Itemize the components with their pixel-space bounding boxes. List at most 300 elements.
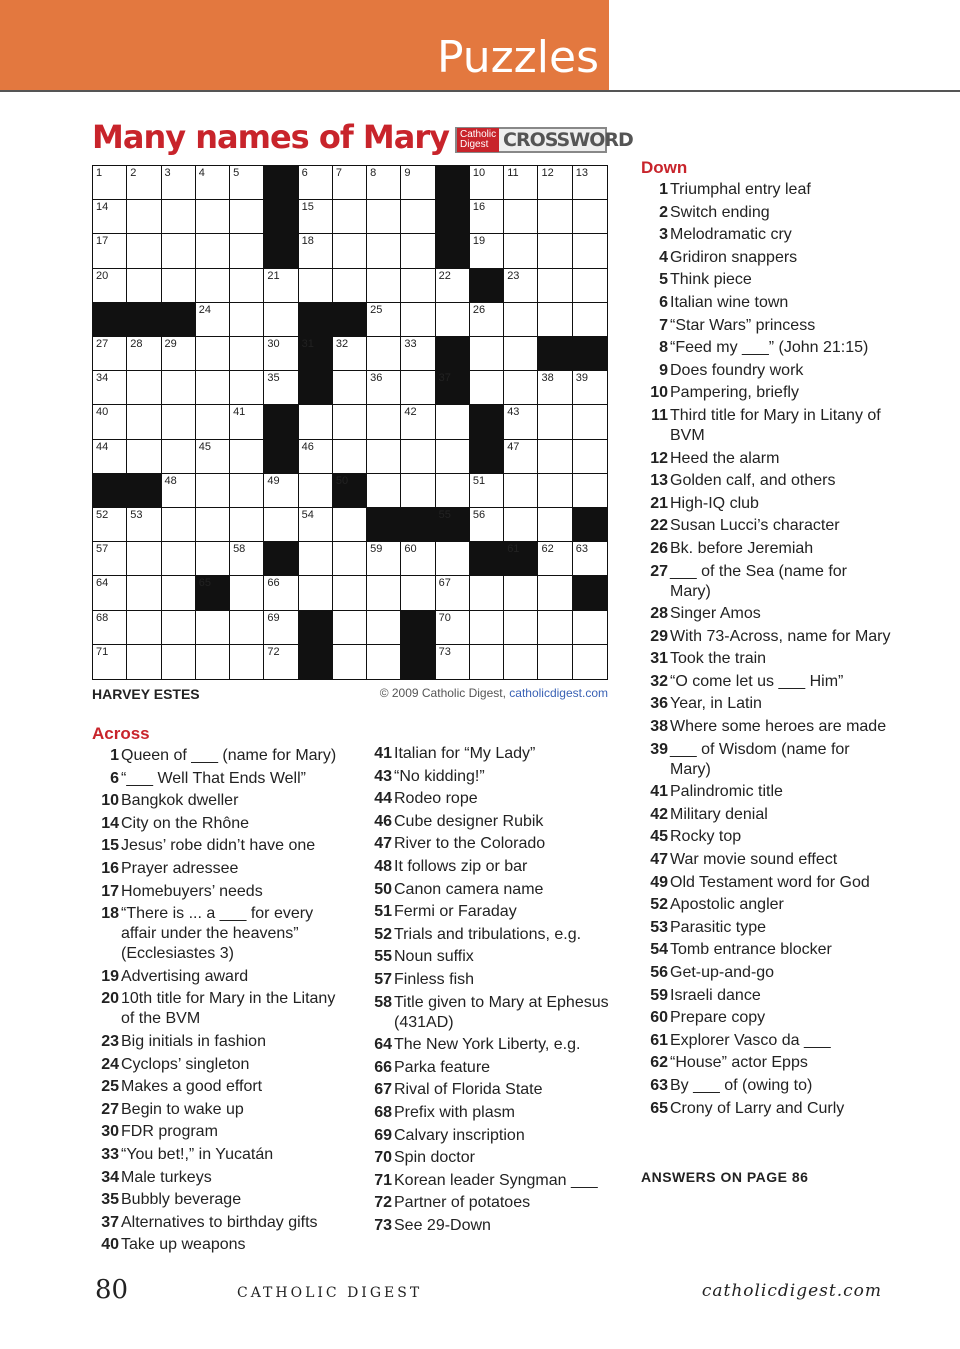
grid-cell[interactable] — [264, 474, 298, 508]
grid-cell[interactable] — [573, 542, 607, 576]
grid-cell[interactable] — [264, 611, 298, 645]
grid-cell[interactable] — [367, 405, 401, 439]
grid-cell[interactable] — [470, 645, 504, 679]
clue-text: Noun suffix — [394, 948, 474, 966]
cell-number: 56 — [472, 509, 486, 521]
clue-item — [92, 1213, 352, 1233]
grid-cell[interactable] — [264, 371, 298, 405]
grid-cell[interactable] — [401, 166, 435, 200]
grid-cell[interactable] — [401, 542, 435, 576]
grid-cell[interactable] — [538, 474, 572, 508]
grid-cell[interactable] — [196, 611, 230, 645]
cell-number: 7 — [335, 167, 342, 179]
grid-cell[interactable] — [127, 542, 161, 576]
grid-cell[interactable] — [93, 576, 127, 610]
grid-cell[interactable] — [162, 405, 196, 439]
clue-number: 47 — [374, 835, 392, 853]
grid-cell[interactable] — [333, 611, 367, 645]
grid-cell[interactable] — [162, 440, 196, 474]
grid-cell[interactable] — [333, 508, 367, 542]
grid-cell[interactable] — [196, 474, 230, 508]
clue-number: 59 — [650, 986, 668, 1004]
grid-block — [264, 200, 298, 234]
grid-cell[interactable] — [196, 405, 230, 439]
grid-cell[interactable] — [436, 611, 470, 645]
cell-number: 68 — [96, 611, 109, 624]
clue-item — [365, 902, 610, 922]
grid-cell[interactable] — [127, 234, 161, 268]
grid-cell[interactable] — [162, 508, 196, 542]
grid-cell[interactable] — [333, 440, 367, 474]
grid-cell[interactable] — [299, 474, 333, 508]
grid-block — [264, 440, 298, 474]
grid-cell[interactable] — [230, 645, 264, 679]
grid-cell[interactable] — [436, 576, 470, 610]
cell-number: 33 — [404, 338, 417, 350]
clue-number: 71 — [374, 1171, 392, 1189]
grid-cell[interactable] — [299, 405, 333, 439]
grid-cell[interactable] — [401, 303, 435, 337]
grid-cell[interactable] — [367, 542, 401, 576]
clue-item — [641, 406, 891, 446]
grid-cell[interactable] — [230, 166, 264, 200]
clue-text: Gridiron snappers — [670, 248, 798, 266]
grid-cell[interactable] — [504, 508, 538, 542]
clue-text: “You bet!,” in Yucatán — [121, 1145, 274, 1163]
grid-cell[interactable] — [333, 405, 367, 439]
grid-cell[interactable] — [573, 371, 607, 405]
across-list-1 — [92, 746, 352, 1255]
grid-cell[interactable] — [367, 576, 401, 610]
grid-cell[interactable] — [367, 371, 401, 405]
grid-cell[interactable] — [127, 337, 161, 371]
grid-cell[interactable] — [573, 474, 607, 508]
clue-number: 57 — [374, 970, 392, 988]
logo-crossword-word: CROSSWORD — [503, 129, 633, 151]
grid-cell[interactable] — [367, 234, 401, 268]
grid-cell[interactable] — [470, 508, 504, 542]
grid-cell[interactable] — [196, 645, 230, 679]
grid-cell[interactable] — [367, 611, 401, 645]
grid-cell[interactable] — [504, 405, 538, 439]
clue-item — [365, 1103, 610, 1123]
grid-cell[interactable] — [538, 234, 572, 268]
grid-cell[interactable] — [299, 542, 333, 576]
grid-cell[interactable] — [504, 645, 538, 679]
cell-number: 40 — [96, 406, 109, 419]
grid-cell[interactable] — [504, 337, 538, 371]
grid-cell[interactable] — [504, 234, 538, 268]
grid-block — [401, 611, 435, 645]
grid-cell[interactable] — [333, 269, 367, 303]
clue-text: Fermi or Faraday — [394, 903, 517, 921]
grid-cell[interactable] — [162, 371, 196, 405]
clue-text: Homebuyers’ needs — [121, 882, 263, 900]
grid-cell[interactable] — [196, 542, 230, 576]
clue-number: 10 — [101, 792, 119, 810]
clue-number: 69 — [374, 1126, 392, 1144]
grid-cell[interactable] — [93, 611, 127, 645]
crossword-grid — [92, 165, 608, 680]
grid-cell[interactable] — [436, 474, 470, 508]
grid-cell[interactable] — [367, 166, 401, 200]
grid-cell[interactable] — [93, 371, 127, 405]
clue-number: 34 — [101, 1168, 119, 1186]
grid-cell[interactable] — [436, 440, 470, 474]
grid-cell[interactable] — [573, 234, 607, 268]
grid-cell[interactable] — [162, 645, 196, 679]
grid-cell[interactable] — [93, 645, 127, 679]
cell-number: 73 — [438, 645, 451, 658]
grid-cell[interactable] — [401, 440, 435, 474]
grid-cell[interactable] — [538, 371, 572, 405]
grid-cell[interactable] — [333, 576, 367, 610]
grid-cell[interactable] — [264, 337, 298, 371]
grid-cell[interactable] — [401, 337, 435, 371]
grid-block — [436, 371, 470, 405]
clue-item — [365, 970, 610, 990]
grid-cell[interactable] — [299, 166, 333, 200]
cell-number: 30 — [267, 338, 280, 350]
grid-cell[interactable] — [196, 508, 230, 542]
grid-cell[interactable] — [538, 611, 572, 645]
grid-cell[interactable] — [162, 542, 196, 576]
grid-cell[interactable] — [196, 440, 230, 474]
grid-cell[interactable] — [127, 508, 161, 542]
grid-cell[interactable] — [573, 645, 607, 679]
across-heading: Across — [92, 724, 150, 743]
grid-cell[interactable] — [504, 611, 538, 645]
grid-cell[interactable] — [573, 611, 607, 645]
grid-cell[interactable] — [127, 440, 161, 474]
clue-item — [641, 471, 891, 491]
clue-item — [641, 805, 891, 825]
grid-cell[interactable] — [470, 611, 504, 645]
grid-cell[interactable] — [127, 269, 161, 303]
clue-text: Prayer adressee — [121, 859, 239, 877]
clue-number: 37 — [101, 1213, 119, 1231]
grid-cell[interactable] — [299, 234, 333, 268]
cell-number: 65 — [198, 577, 212, 590]
grid-cell[interactable] — [504, 371, 538, 405]
grid-cell[interactable] — [230, 234, 264, 268]
grid-cell[interactable] — [573, 405, 607, 439]
grid-block — [162, 303, 196, 337]
grid-cell[interactable] — [333, 645, 367, 679]
grid-cell[interactable] — [230, 440, 264, 474]
grid-cell[interactable] — [333, 542, 367, 576]
clue-text: Queen of ___ (name for Mary) — [121, 747, 337, 764]
grid-cell[interactable] — [538, 303, 572, 337]
grid-cell[interactable] — [299, 440, 333, 474]
cell-number: 70 — [438, 611, 451, 624]
grid-cell[interactable] — [573, 440, 607, 474]
grid-cell[interactable] — [470, 303, 504, 337]
grid-cell[interactable] — [401, 371, 435, 405]
grid-cell[interactable] — [230, 371, 264, 405]
grid-cell[interactable] — [93, 405, 127, 439]
grid-cell[interactable] — [127, 576, 161, 610]
grid-cell[interactable] — [504, 440, 538, 474]
grid-cell[interactable] — [264, 645, 298, 679]
grid-cell[interactable] — [264, 303, 298, 337]
grid-cell[interactable] — [436, 645, 470, 679]
grid-cell[interactable] — [230, 269, 264, 303]
grid-cell[interactable] — [470, 337, 504, 371]
clue-text: Prefix with plasm — [394, 1103, 515, 1121]
grid-cell[interactable] — [93, 542, 127, 576]
grid-cell[interactable] — [162, 474, 196, 508]
grid-cell[interactable] — [504, 269, 538, 303]
cell-number: 32 — [335, 338, 349, 350]
grid-cell[interactable] — [196, 303, 230, 337]
grid-cell[interactable] — [93, 200, 127, 234]
grid-cell[interactable] — [230, 200, 264, 234]
cell-number: 69 — [267, 611, 280, 624]
clue-text: Golden calf, and others — [670, 472, 836, 490]
clue-number: 18 — [101, 905, 119, 923]
grid-block — [573, 337, 607, 371]
clue-item — [92, 814, 352, 834]
grid-block — [470, 405, 504, 439]
grid-cell[interactable] — [162, 166, 196, 200]
grid-cell[interactable] — [93, 440, 127, 474]
grid-cell[interactable] — [93, 508, 127, 542]
clue-text: Singer Amos — [670, 605, 761, 623]
grid-cell[interactable] — [230, 474, 264, 508]
grid-cell[interactable] — [538, 576, 572, 610]
grid-cell[interactable] — [401, 405, 435, 439]
grid-cell[interactable] — [93, 234, 127, 268]
grid-cell[interactable] — [333, 234, 367, 268]
grid-cell[interactable] — [538, 508, 572, 542]
clue-number: 67 — [374, 1081, 392, 1099]
grid-cell[interactable] — [436, 542, 470, 576]
grid-cell[interactable] — [196, 269, 230, 303]
grid-block — [470, 440, 504, 474]
grid-cell[interactable] — [264, 269, 298, 303]
grid-cell[interactable] — [538, 542, 572, 576]
grid-cell[interactable] — [436, 303, 470, 337]
grid-block — [333, 303, 367, 337]
grid-cell[interactable] — [333, 337, 367, 371]
grid-cell[interactable] — [162, 269, 196, 303]
grid-block — [264, 542, 298, 576]
clue-number: 54 — [650, 941, 668, 959]
grid-block — [436, 200, 470, 234]
grid-cell[interactable] — [127, 166, 161, 200]
grid-cell[interactable] — [93, 337, 127, 371]
clue-item — [92, 1235, 352, 1255]
clue-text: Makes a good effort — [121, 1078, 263, 1096]
grid-block — [127, 303, 161, 337]
clue-number: 14 — [101, 814, 119, 832]
clue-number: 53 — [650, 918, 668, 936]
grid-cell[interactable] — [504, 200, 538, 234]
cell-number: 27 — [96, 338, 109, 350]
grid-cell[interactable] — [401, 269, 435, 303]
clue-item — [365, 857, 610, 877]
clue-item — [641, 827, 891, 847]
grid-cell[interactable] — [93, 166, 127, 200]
grid-cell[interactable] — [367, 474, 401, 508]
grid-cell[interactable] — [196, 200, 230, 234]
grid-cell[interactable] — [538, 440, 572, 474]
grid-cell[interactable] — [573, 269, 607, 303]
grid-cell[interactable] — [264, 576, 298, 610]
grid-cell[interactable] — [127, 200, 161, 234]
grid-cell[interactable] — [367, 269, 401, 303]
grid-cell[interactable] — [367, 645, 401, 679]
grid-cell[interactable] — [162, 611, 196, 645]
cell-number: 29 — [164, 338, 177, 350]
grid-cell[interactable] — [230, 303, 264, 337]
clue-text: Bubbly beverage — [121, 1191, 242, 1209]
clue-item — [641, 539, 891, 559]
cell-number: 12 — [541, 167, 554, 179]
grid-cell[interactable] — [162, 337, 196, 371]
grid-cell[interactable] — [573, 166, 607, 200]
clue-number: 20 — [101, 990, 119, 1008]
grid-cell[interactable] — [436, 269, 470, 303]
clue-item — [641, 1031, 891, 1051]
clue-item — [365, 947, 610, 967]
clue-text: Parka feature — [394, 1058, 491, 1076]
clue-item — [641, 940, 891, 960]
clue-item — [92, 882, 352, 902]
grid-cell[interactable] — [504, 303, 538, 337]
grid-cell[interactable] — [470, 474, 504, 508]
cell-number: 72 — [267, 645, 280, 658]
grid-block — [299, 371, 333, 405]
grid-cell[interactable] — [162, 200, 196, 234]
grid-cell[interactable] — [538, 269, 572, 303]
clue-number: 48 — [374, 857, 392, 875]
grid-cell[interactable] — [230, 508, 264, 542]
grid-cell[interactable] — [401, 234, 435, 268]
clue-number: 9 — [659, 361, 668, 379]
clue-item — [641, 383, 891, 403]
clue-number: 47 — [650, 851, 668, 869]
cell-number: 42 — [404, 406, 417, 419]
clue-text: Trials and tribulations, e.g. — [394, 925, 582, 943]
grid-cell[interactable] — [573, 303, 607, 337]
grid-cell[interactable] — [573, 200, 607, 234]
grid-block — [436, 234, 470, 268]
grid-block — [299, 645, 333, 679]
grid-cell[interactable] — [470, 166, 504, 200]
grid-cell[interactable] — [162, 234, 196, 268]
grid-cell[interactable] — [127, 611, 161, 645]
clue-text: Italian for “My Lady” — [394, 745, 536, 762]
grid-cell[interactable] — [401, 576, 435, 610]
cell-number: 4 — [198, 167, 205, 179]
cell-number: 23 — [507, 269, 520, 282]
grid-cell[interactable] — [367, 303, 401, 337]
grid-cell[interactable] — [333, 371, 367, 405]
clue-number: 43 — [374, 767, 392, 785]
clue-item — [365, 1216, 610, 1236]
clue-text: River to the Colorado — [394, 835, 546, 853]
cell-number: 26 — [472, 303, 486, 316]
grid-cell[interactable] — [436, 405, 470, 439]
clue-text: The New York Liberty, e.g. — [394, 1036, 581, 1054]
cell-number: 53 — [130, 509, 143, 521]
clue-text: “___ Well That Ends Well” — [121, 769, 306, 787]
grid-cell[interactable] — [299, 508, 333, 542]
grid-cell[interactable] — [299, 200, 333, 234]
grid-cell[interactable] — [93, 269, 127, 303]
grid-cell[interactable] — [504, 474, 538, 508]
grid-cell[interactable] — [230, 542, 264, 576]
puzzle-title: Many names of Mary — [92, 118, 449, 156]
grid-cell[interactable] — [264, 508, 298, 542]
grid-cell[interactable] — [470, 576, 504, 610]
grid-cell[interactable] — [299, 269, 333, 303]
clue-item — [92, 859, 352, 879]
grid-cell[interactable] — [299, 576, 333, 610]
copyright-line — [380, 686, 608, 700]
clue-item — [641, 918, 891, 938]
clue-text: Korean leader Syngman ___ — [394, 1171, 598, 1189]
clue-text: See 29-Down — [394, 1216, 491, 1234]
grid-cell[interactable] — [333, 200, 367, 234]
clue-number: 33 — [101, 1145, 119, 1163]
grid-cell[interactable] — [504, 576, 538, 610]
clue-text: ___ of the Sea (name for Mary) — [670, 562, 847, 600]
grid-cell[interactable] — [230, 405, 264, 439]
grid-cell[interactable] — [367, 200, 401, 234]
clue-text: High-IQ club — [670, 494, 759, 512]
grid-cell[interactable] — [367, 440, 401, 474]
grid-cell[interactable] — [127, 645, 161, 679]
copyright-link[interactable]: catholicdigest.com — [509, 686, 608, 700]
grid-cell[interactable] — [538, 166, 572, 200]
grid-cell[interactable] — [196, 337, 230, 371]
grid-cell[interactable] — [538, 645, 572, 679]
clue-text: Cyclops’ singleton — [121, 1055, 250, 1073]
grid-cell[interactable] — [127, 371, 161, 405]
grid-cell[interactable] — [470, 371, 504, 405]
clue-item — [641, 1099, 891, 1119]
grid-cell[interactable] — [401, 200, 435, 234]
grid-cell[interactable] — [504, 166, 538, 200]
grid-cell[interactable] — [538, 200, 572, 234]
grid-cell[interactable] — [127, 405, 161, 439]
grid-cell[interactable] — [401, 474, 435, 508]
grid-cell[interactable] — [230, 611, 264, 645]
grid-cell[interactable] — [196, 234, 230, 268]
cell-number: 58 — [233, 543, 246, 556]
grid-cell[interactable] — [230, 337, 264, 371]
grid-cell[interactable] — [230, 576, 264, 610]
grid-cell[interactable] — [470, 200, 504, 234]
grid-cell[interactable] — [470, 234, 504, 268]
grid-cell[interactable] — [162, 576, 196, 610]
clue-text: Parasitic type — [670, 918, 767, 936]
grid-cell[interactable] — [367, 337, 401, 371]
grid-cell[interactable] — [196, 166, 230, 200]
clue-item — [92, 1122, 352, 1142]
clue-text: Advertising award — [121, 967, 249, 985]
clue-item — [92, 1032, 352, 1052]
grid-cell[interactable] — [196, 371, 230, 405]
grid-cell[interactable] — [538, 405, 572, 439]
clue-number: 50 — [374, 880, 392, 898]
clue-text: “There is ... a ___ for every affair under the heavens” (Ecclesiastes 3) — [121, 905, 314, 963]
clue-item — [641, 316, 891, 336]
grid-cell[interactable] — [333, 166, 367, 200]
